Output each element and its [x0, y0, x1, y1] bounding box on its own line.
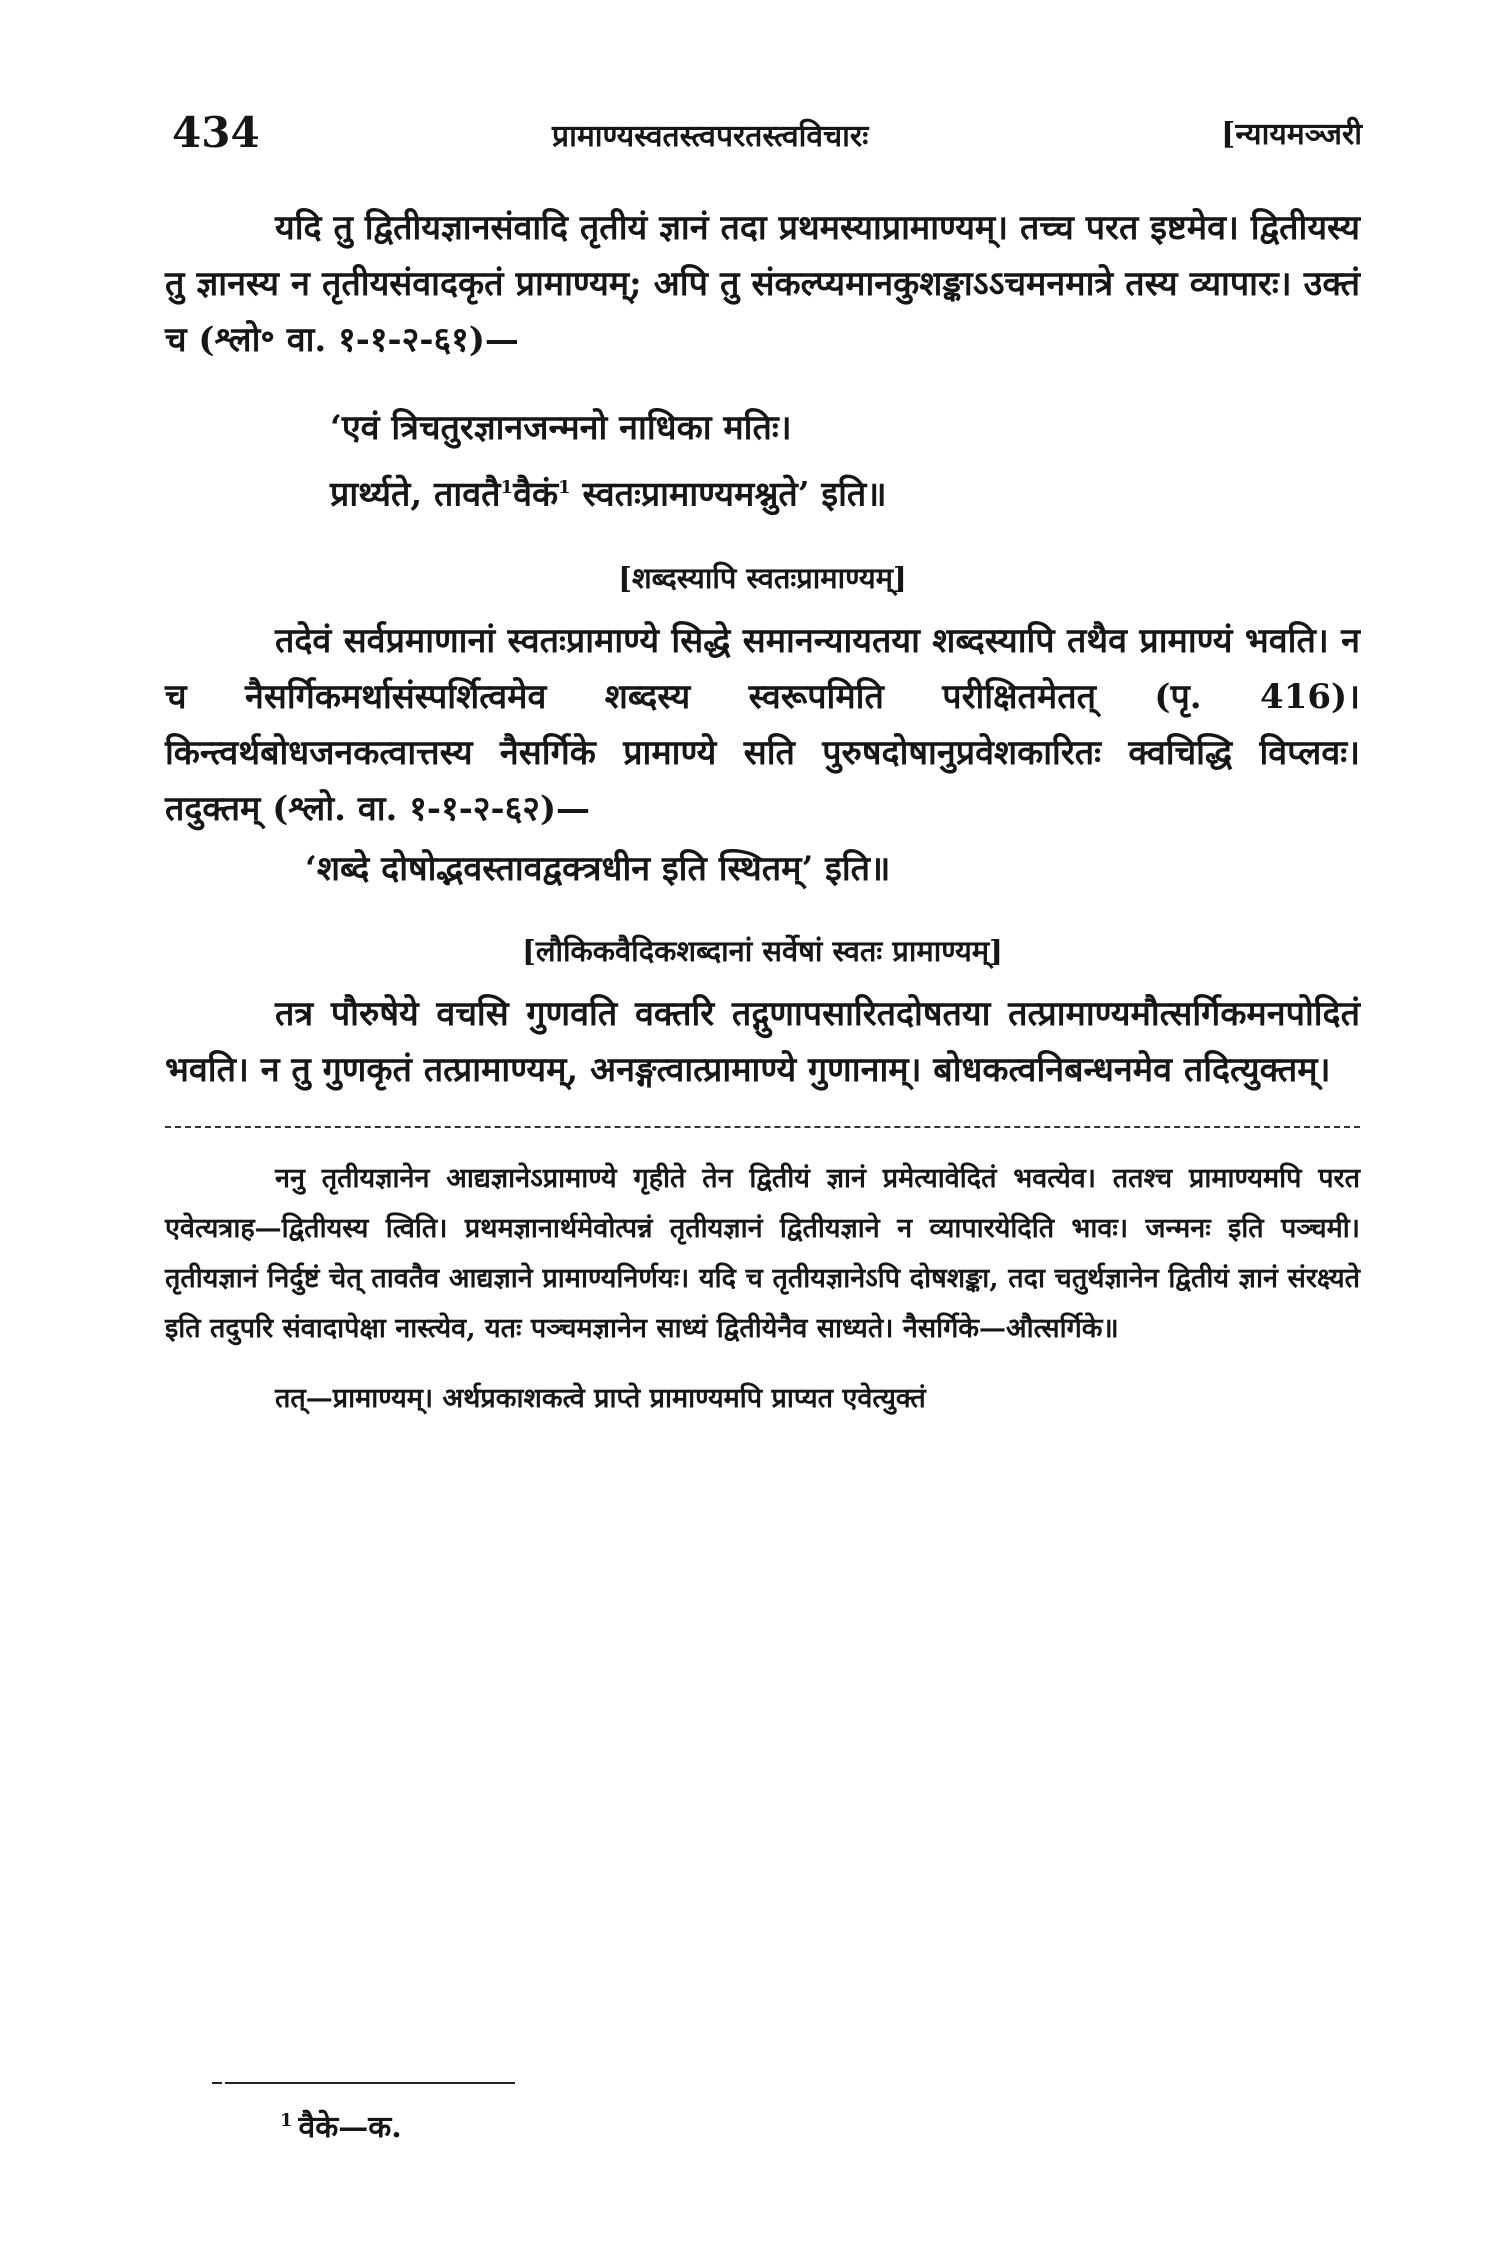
section-heading-1: [शब्दस्यापि स्वतःप्रामाण्यम्]	[618, 561, 907, 596]
footnote-rule-dash	[212, 2082, 222, 2084]
verse-quote-2: ‘शब्दे दोषोद्भवस्तावद्वक्त्रधीन इति स्थितम्’ इति॥	[305, 849, 891, 890]
commentary-paragraph-1: ननु तृतीयज्ञानेन आद्यज्ञानेऽप्रामाण्ये गृहीते तेन द्वितीयं ज्ञानं प्रमेत्यावेदितं भवत्येव। ततश्च प्रामाण्यमपि परत एवेत्यत्राह—द्वितीयस्य त्विति। प्रथमज्ञानार्थमेवोत्पन्नं तृतीयज्ञानं द्वितीयज्ञाने न व्यापारयेदिति भावः। जन्मनः इति पञ्चमी। तृतीयज्ञानं निर्दुष्टं चेत् तावतैव आद्यज्ञाने प्रामाण्यनिर्णयः। यदि च तृतीयज्ञानेऽपि दोषशङ्का, तदा चतुर्थज्ञानेन द्वितीयं ज्ञानं संरक्ष्यते इति तदुपरि संवादापेक्षा नास्त्येव, यतः पञ्चमज्ञानेन साध्यं द्वितीयेनैव साध्यते। नैसर्गिके—औत्सर्गिके॥	[165, 1163, 1360, 1345]
paragraph-3: तत्र पौरुषेये वचसि गुणवति वक्तरि तद्गुणापसारितदोषतया तत्प्रामाण्यमौत्सर्गिकमनपोदितं भवति। न तु गुणकृतं तत्प्रामाण्यम्, अनङ्गत्वात्प्रामाण्ये गुणानाम्। बोधकत्वनिबन्धनमेव तदित्युक्तम्।	[165, 994, 1360, 1091]
verse-quote-1	[330, 398, 1360, 524]
footnote-ref: 1	[500, 477, 514, 498]
footnote-rule	[225, 2082, 515, 2084]
footnote-text: वैके—क.	[298, 2110, 402, 2145]
footnote	[280, 2105, 402, 2146]
verse-line-2-part-a: प्रार्थ्यते, तावतै	[330, 474, 501, 515]
section-heading-2: [लौकिकवैदिकशब्दानां सर्वेषां स्वतः प्रामाण्यम्]	[522, 934, 1003, 969]
footnote-ref: 1	[558, 477, 571, 498]
book-title: [न्यायमञ्जरी	[1221, 117, 1362, 152]
verse-line-2-part-b: वैकं	[513, 474, 559, 515]
verse-line-2-part-c: स्वतःप्रामाण्यमश्नुते’ इति॥	[570, 474, 887, 515]
paragraph-2: तदेवं सर्वप्रमाणानां स्वतःप्रामाण्ये सिद्धे समानन्यायतया शब्दस्यापि तथैव प्रामाण्यं भवति। न च नैसर्गिकमर्थासंस्पर्शित्वमेव शब्दस्य स्वरूपमिति परीक्षितमेतत् (पृ. 416)। किन्त्वर्थबोधजनकत्वात्तस्य नैसर्गिके प्रामाण्ये सति पुरुषदोषानुप्रवेशकारितः क्वचिद्धि विप्लवः। तदुक्तम् (श्लो. वा. १-१-२-६२)—	[165, 621, 1360, 830]
footnote-mark: 1	[280, 2110, 293, 2131]
page-number: 434	[172, 108, 260, 157]
commentary-paragraph-2: तत्—प्रामाण्यम्। अर्थप्रकाशकत्वे प्राप्ते प्रामाण्यमपि प्राप्यत एवेत्युक्तं	[275, 1383, 926, 1415]
verse-line-1: ‘एवं त्रिचतुरज्ञानजन्मनो नाधिका मतिः।	[330, 408, 792, 448]
main-text	[165, 200, 1360, 1424]
verse-line-2	[330, 458, 1360, 524]
running-title: प्रामाण्यस्वतस्त्वपरतस्त्वविचारः	[552, 119, 869, 154]
commentary-divider	[165, 1126, 1360, 1128]
paragraph-1: यदि तु द्वितीयज्ञानसंवादि तृतीयं ज्ञानं तदा प्रथमस्याप्रामाण्यम्। तच्च परत इष्टमेव। द्वितीयस्य तु ज्ञानस्य न तृतीयसंवादकृतं प्रामाण्यम्; अपि तु संकल्प्यमानकुशङ्काऽऽचमनमात्रे तस्य व्यापारः। उक्तं च (श्लो॰ वा. १-१-२-६१)—	[165, 208, 1360, 360]
page-header	[172, 108, 1362, 168]
